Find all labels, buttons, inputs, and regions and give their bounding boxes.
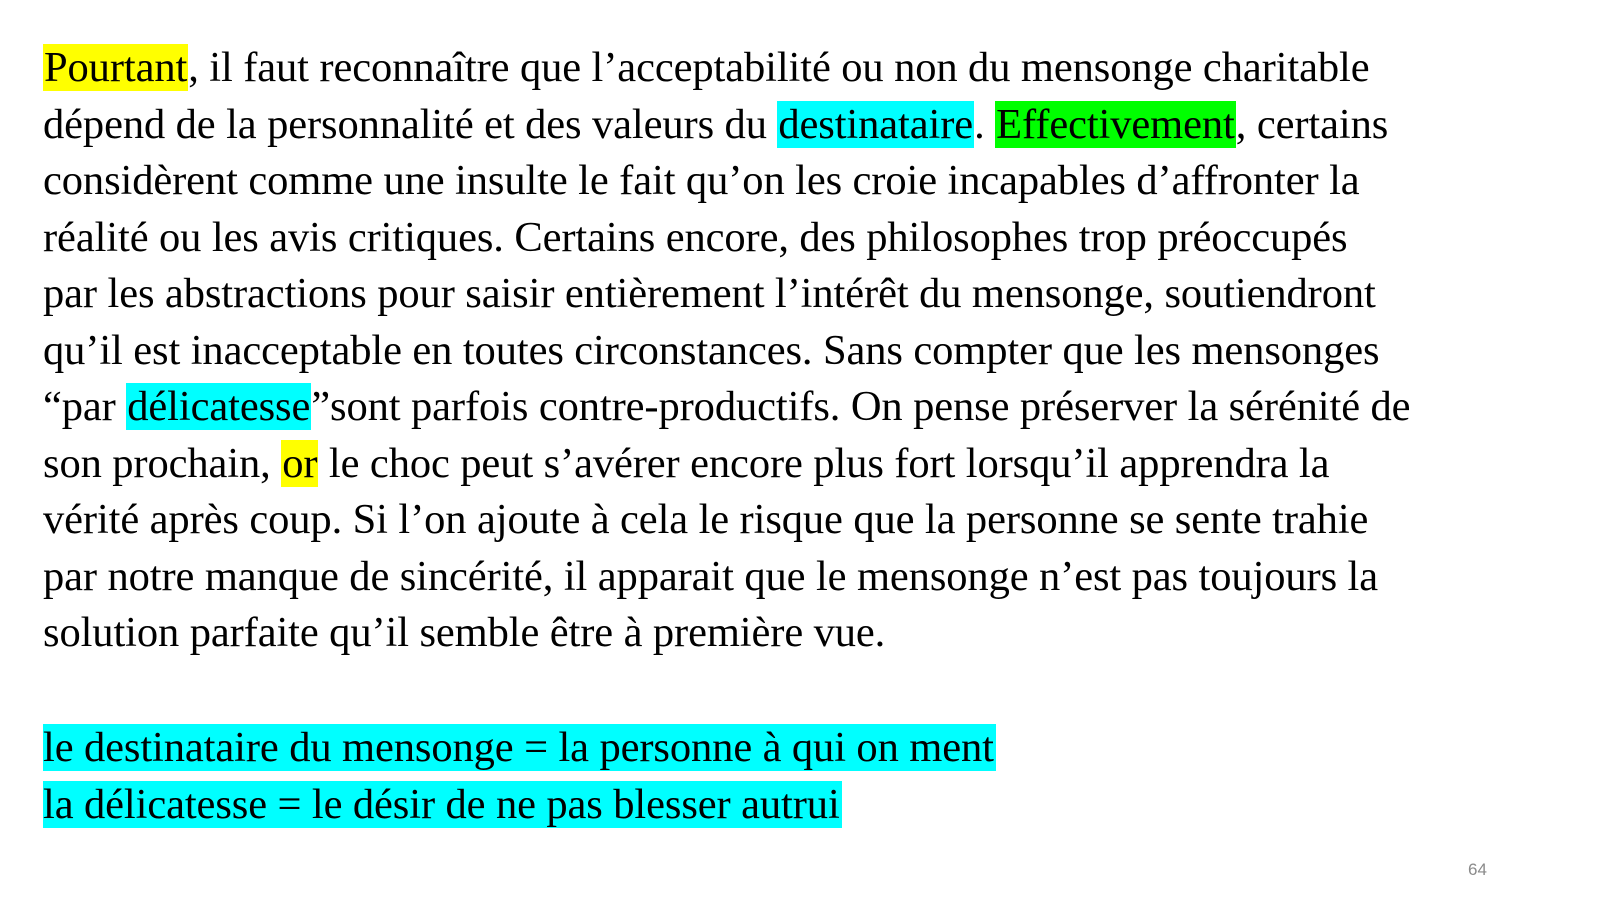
line-text: , il faut reconnaître que l’acceptabilité ou non du mensonge charitable	[188, 44, 1370, 91]
paragraph-line-2	[43, 97, 1583, 154]
highlight-pourtant: Pourtant	[44, 44, 188, 91]
paragraph-line-1	[43, 40, 1583, 97]
glossary-line-2	[43, 777, 996, 834]
paragraph-line-9: vérité après coup. Si l’on ajoute à cela le risque que la personne se sente trahie	[43, 496, 1369, 543]
line-text: le choc peut s’avérer encore plus fort lorsqu’il apprendra la	[318, 439, 1330, 487]
highlight-effectivement: Effectivement	[996, 100, 1235, 148]
paragraph-line-7	[43, 379, 1583, 436]
page-number: 64	[1468, 860, 1487, 879]
glossary-line-1	[43, 720, 996, 777]
paragraph-line-4: réalité ou les avis critiques. Certains encore, des philosophes trop préoccupés	[43, 213, 1348, 261]
line-text: .	[974, 100, 996, 148]
paragraph-line-11: solution parfaite qu’il semble être à première vue.	[43, 609, 886, 656]
highlight-or: or	[282, 439, 318, 487]
paragraph-line-6: qu’il est inacceptable en toutes circonstances. Sans compter que les mensonges	[43, 326, 1380, 374]
highlight-delicatesse: délicatesse	[127, 383, 311, 430]
paragraph-line-10: par notre manque de sincérité, il apparait que le mensonge n’est pas toujours la	[43, 552, 1379, 600]
paragraph-line-3: considèrent comme une insulte le fait qu’on les croie incapables d’affronter la	[43, 157, 1360, 204]
line-text: “par	[43, 383, 127, 430]
glossary-delicatesse: la délicatesse = le désir de ne pas blesser autrui	[43, 780, 840, 828]
line-text: dépend de la personnalité et des valeurs du	[43, 100, 778, 148]
glossary-destinataire: le destinataire du mensonge = la personne à qui on ment	[43, 724, 994, 771]
paragraph-line-5: par les abstractions pour saisir entièrement l’intérêt du mensonge, soutiendront	[43, 270, 1376, 317]
paragraph-line-8	[43, 436, 1583, 493]
line-text: , certains	[1235, 100, 1389, 148]
line-text: ”sont parfois contre-productifs. On pense préserver la sérénité de	[311, 383, 1411, 430]
highlight-destinataire: destinataire	[778, 100, 974, 148]
line-text: son prochain,	[43, 439, 282, 487]
glossary	[43, 720, 996, 833]
main-paragraph	[43, 40, 1583, 662]
